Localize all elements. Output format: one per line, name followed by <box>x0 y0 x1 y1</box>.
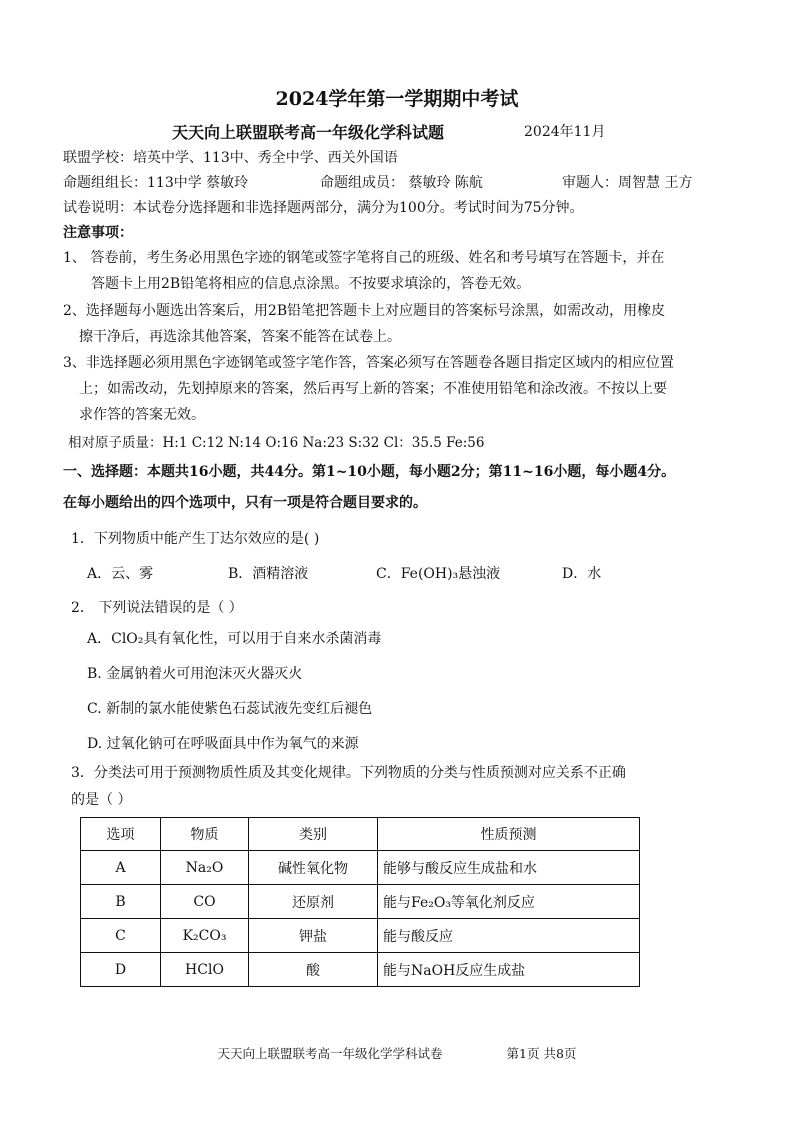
note-3-line-3: 求作答的答案无效。 <box>79 407 205 423</box>
reviewers: 审题人：周智慧 王方 <box>562 175 693 191</box>
table-cell: A <box>81 851 161 885</box>
table-cell: B <box>81 885 161 919</box>
question-3-stem-line-1: 3．分类法可用于预测物质性质及其变化规律。下列物质的分类与性质预测对应关系不正确 <box>71 765 626 781</box>
table-header: 物质 <box>161 818 249 851</box>
table-cell: 能与Fe₂O₃等氧化剂反应 <box>378 885 640 919</box>
note-3-line-1: 3、非选择题必须用黑色字迹钢笔或签字笔作答，答案必须写在答题卷各题目指定区域内的相应位置 <box>63 355 674 371</box>
alliance-schools: 联盟学校：培英中学、113中、秀全中学、西关外国语 <box>63 150 398 166</box>
table-row <box>81 851 640 885</box>
section-1-heading-line-1: 一、选择题：本题共16小题，共44分。第1~10小题，每小题2分；第11~16小题，每小题4分。 <box>63 464 676 480</box>
exam-date: 2024年11月 <box>524 124 606 140</box>
note-2-line-1: 2、选择题每小题选出答案后，用2B铅笔把答题卡上对应题目的答案标号涂黑，如需改动，用橡皮 <box>63 303 666 319</box>
table-cell: 钾盐 <box>249 919 378 953</box>
question-2-option-c: C. 新制的氯水能使紫色石蕊试液先变红后褪色 <box>87 701 373 717</box>
atomic-mass-list: 相对原子质量：H:1 C:12 N:14 O:16 Na:23 S:32 Cl：35.5 Fe:56 <box>68 435 485 451</box>
exam-subtitle: 天天向上联盟联考高一年级化学科试题 <box>172 123 445 142</box>
table-cell: C <box>81 919 161 953</box>
footer-paper-title: 天天向上联盟联考高一年级化学学科试卷 <box>217 1046 443 1061</box>
table-cell: 能与NaOH反应生成盐 <box>378 953 640 987</box>
exam-instructions: 试卷说明：本试卷分选择题和非选择题两部分，满分为100分。考试时间为75分钟。 <box>63 200 584 216</box>
question-3-stem-line-2: 的是（ ） <box>71 792 132 808</box>
group-members: 命题组成员： 蔡敏玲 陈航 <box>320 175 483 191</box>
table-header: 选项 <box>81 818 161 851</box>
question-2-stem: 2． 下列说法错误的是（ ） <box>71 600 243 616</box>
note-1-line-1: 1、 答卷前，考生务必用黑色字迹的钢笔或签字笔将自己的班级、姓名和考号填写在答题卡，并在 <box>63 250 665 266</box>
note-1-line-2: 答题卡上用2B铅笔将相应的信息点涂黑。不按要求填涂的，答卷无效。 <box>91 276 531 292</box>
question-2-option-a: A．ClO₂具有氧化性，可以用于自来水杀菌消毒 <box>87 631 382 647</box>
notes-heading: 注意事项： <box>63 225 133 241</box>
exam-title: 2024学年第一学期期中考试 <box>275 88 519 110</box>
table-cell: 能与酸反应 <box>378 919 640 953</box>
table-cell: Na₂O <box>161 851 249 885</box>
table-cell: CO <box>161 885 249 919</box>
table-row <box>81 885 640 919</box>
group-leader: 命题组组长：113中学 蔡敏玲 <box>63 175 249 191</box>
table-header: 类别 <box>249 818 378 851</box>
table-row <box>81 953 640 987</box>
question-1-option-b: B．酒精溶液 <box>228 566 309 582</box>
question-1-stem: 1．下列物质中能产生丁达尔效应的是( ) <box>71 531 320 547</box>
note-2-line-2: 擦干净后，再选涂其他答案，答案不能答在试卷上。 <box>79 329 401 345</box>
note-3-line-2: 上；如需改动，先划掉原来的答案，然后再写上新的答案；不准使用铅笔和涂改液。不按以上要 <box>79 381 667 397</box>
table-row <box>81 919 640 953</box>
classification-table <box>80 817 640 987</box>
question-1-option-c: C．Fe(OH)₃悬浊液 <box>376 566 501 582</box>
question-1-option-a: A．云、雾 <box>87 566 154 582</box>
table-cell: D <box>81 953 161 987</box>
table-cell: 还原剂 <box>249 885 378 919</box>
table-header-row <box>81 818 640 851</box>
table-cell: K₂CO₃ <box>161 919 249 953</box>
section-1-heading-line-2: 在每小题给出的四个选项中，只有一项是符合题目要求的。 <box>63 495 427 511</box>
table-cell: 能够与酸反应生成盐和水 <box>378 851 640 885</box>
table-cell: 碱性氧化物 <box>249 851 378 885</box>
table-cell: 酸 <box>249 953 378 987</box>
table-header: 性质预测 <box>378 818 640 851</box>
footer-page-number: 第1页 共8页 <box>506 1046 577 1061</box>
question-2-option-b: B. 金属钠着火可用泡沫灭火器灭火 <box>87 666 303 682</box>
page-footer <box>0 1044 794 1062</box>
question-1-option-d: D．水 <box>562 566 602 582</box>
question-2-option-d: D. 过氧化钠可在呼吸面具中作为氧气的来源 <box>87 736 359 752</box>
table-cell: HClO <box>161 953 249 987</box>
